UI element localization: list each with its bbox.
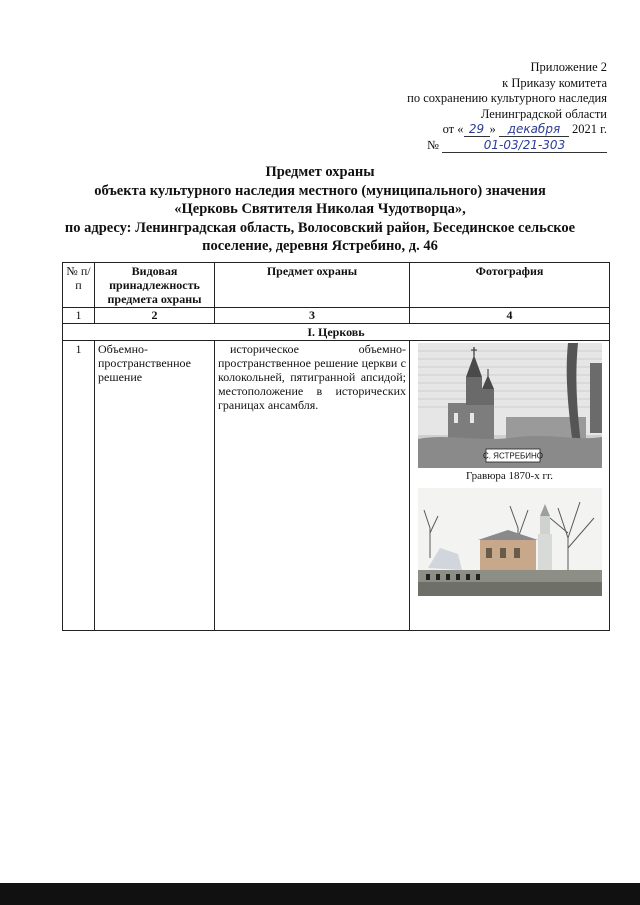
engraving-image — [418, 343, 602, 468]
appendix-date — [407, 122, 607, 138]
section-row — [63, 324, 610, 341]
title-line-3: «Церковь Святителя Николая Чудотворца», — [174, 201, 466, 217]
church-photo — [418, 488, 602, 596]
scan-bottom-bar — [0, 883, 640, 905]
appendix-number — [407, 138, 607, 154]
date-day: 29 — [464, 123, 490, 137]
section-title: I. Церковь — [63, 324, 610, 341]
row-type: Объемно-пространственное решение — [95, 341, 215, 631]
header-subject: Предмет охраны — [215, 263, 410, 308]
title-line-1: Предмет охраны — [265, 164, 375, 180]
appendix-block — [407, 60, 607, 153]
header-photo: Фотография — [410, 263, 610, 308]
title-line-2: объекта культурного наследия местного (муниципального) значения — [94, 182, 546, 199]
date-year: 2021 г. — [572, 122, 607, 136]
column-number-row — [63, 308, 610, 324]
photo-caption: Гравюра 1870-х гг. — [465, 470, 554, 482]
column-number: 3 — [215, 308, 410, 324]
title-line-4: по адресу: Ленинградская область, Волосовский район, Бесединское сельское — [64, 219, 576, 236]
appendix-line-1: Приложение 2 — [530, 60, 607, 74]
number-value: 01-03/21-303 — [442, 139, 607, 153]
date-mid: » — [489, 122, 496, 136]
appendix-line-2: к Приказу комитета — [502, 75, 607, 90]
engraving-label: С. ЯСТРЕБИНО — [482, 451, 543, 461]
header-type: Видовая принадлежность предмета охраны — [95, 263, 215, 308]
column-number: 1 — [63, 308, 95, 324]
header-row — [63, 263, 610, 308]
number-prefix: № — [426, 137, 439, 152]
document-title — [20, 163, 620, 256]
row-subject: историческое объемно-пространственное решение церкви с колокольней, пятигранной апсидой; местоположение в исторических границах ансамбля. — [215, 341, 410, 631]
date-prefix: от « — [442, 122, 464, 136]
table-row — [63, 341, 610, 631]
date-month: декабря — [499, 123, 569, 137]
header-num: № п/п — [63, 263, 95, 308]
protection-table — [62, 262, 610, 631]
title-line-5: поселение, деревня Ястребино, д. 46 — [202, 238, 438, 254]
appendix-line-3: по сохранению культурного наследия — [407, 91, 607, 105]
row-photo-cell — [410, 341, 610, 631]
column-number: 4 — [410, 308, 610, 324]
appendix-line-4: Ленинградской области — [480, 106, 607, 121]
row-number: 1 — [63, 341, 95, 631]
column-number: 2 — [95, 308, 215, 324]
